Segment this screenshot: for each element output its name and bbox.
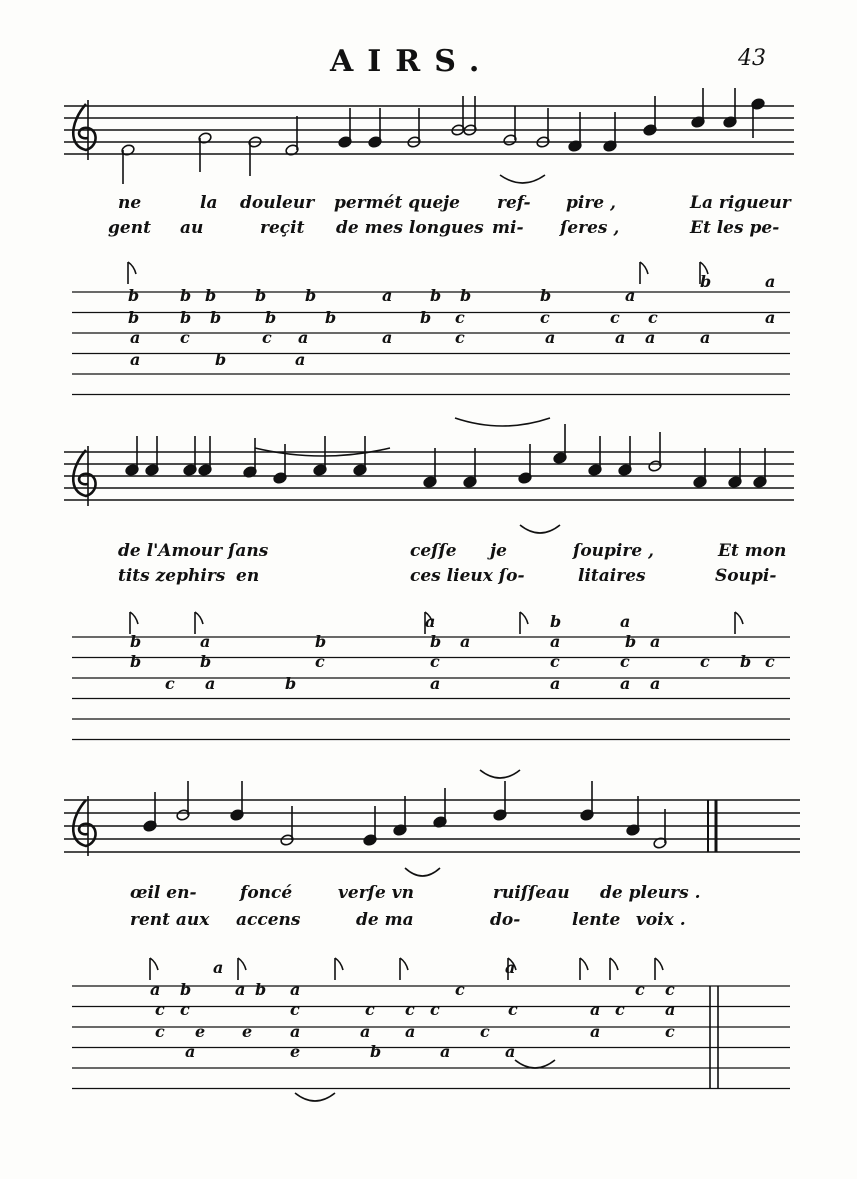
rhythm-flag — [735, 612, 743, 624]
tablature-letter: c — [480, 1022, 490, 1041]
rhythm-flag — [400, 958, 408, 970]
rhythm-flag — [520, 612, 528, 624]
tablature-letter: a — [213, 958, 224, 977]
lyric: Et mon — [718, 541, 787, 561]
tablature-letter: a — [440, 1042, 451, 1061]
treble-clef-icon — [73, 450, 95, 496]
lyric: en — [236, 566, 260, 586]
lyric: pire , — [566, 193, 616, 213]
lyric: litaires — [578, 566, 646, 586]
tablature-letter: c — [610, 308, 620, 327]
tablature-letter: a — [590, 1000, 601, 1019]
tablature-letter: a — [545, 328, 556, 347]
lyric: accens — [236, 910, 301, 930]
lyric: de l'Amour ſans — [118, 541, 269, 561]
tablature-letter: b — [128, 308, 140, 327]
tablature-letter: a — [550, 632, 561, 651]
slur-arc — [455, 418, 550, 426]
tablature-letter: a — [625, 286, 636, 305]
tablature-letter: b — [430, 632, 442, 651]
tablature-letter: c — [430, 652, 440, 671]
lyric: ne — [118, 193, 142, 213]
lyric: permét que — [334, 193, 444, 213]
tablature-letter: b — [420, 308, 432, 327]
lyric: au — [180, 218, 204, 238]
tablature-letter: c — [455, 328, 465, 347]
tablature-letter: c — [620, 652, 630, 671]
tablature-letter: c — [700, 652, 710, 671]
lyric: ruiſſeau — [493, 883, 570, 903]
slur-arc — [515, 1060, 555, 1068]
tablature-letter: a — [505, 958, 516, 977]
lyric: tits zephirs — [118, 566, 226, 586]
lyric: je — [443, 193, 460, 213]
tablature-letter: a — [205, 674, 216, 693]
tablature-letter: a — [360, 1022, 371, 1041]
tablature-letter: a — [382, 286, 393, 305]
tablature-letter: a — [430, 674, 441, 693]
lyric: de ma — [356, 910, 414, 930]
tablature-letter: b — [325, 308, 337, 327]
tablature-letter: a — [130, 350, 141, 369]
tablature-letter: a — [200, 632, 211, 651]
tablature-letter: b — [255, 980, 267, 999]
tablature-letter: b — [128, 286, 140, 305]
tablature-letter: b — [215, 350, 227, 369]
tablature-letter: c — [455, 980, 465, 999]
tablature-letter: b — [255, 286, 267, 305]
tablature-letter: c — [615, 1000, 625, 1019]
tablature-letter: a — [620, 612, 631, 631]
tablature-letter: a — [130, 328, 141, 347]
tablature-letter: c — [550, 652, 560, 671]
tablature-letter: a — [665, 1000, 676, 1019]
rhythm-flag — [335, 958, 343, 970]
tablature-letter: a — [590, 1022, 601, 1041]
lyric: de mes longues — [336, 218, 484, 238]
tablature-letter: a — [765, 272, 776, 291]
lyric: Et les pe- — [690, 218, 780, 238]
lyric: foncé — [240, 883, 293, 903]
tablature-letter: b — [205, 286, 217, 305]
lyric: je — [490, 541, 507, 561]
tablature-letter: c — [508, 1000, 518, 1019]
lyric: voix . — [636, 910, 686, 930]
tablature-letter: a — [382, 328, 393, 347]
lyric: ſeres , — [560, 218, 620, 238]
tablature-letter: a — [550, 674, 561, 693]
tablature-letter: a — [650, 674, 661, 693]
tablature-letter: c — [635, 980, 645, 999]
rhythm-flag — [655, 958, 663, 970]
tablature-letter: a — [645, 328, 656, 347]
tablature-letter: a — [298, 328, 309, 347]
rhythm-flag — [195, 612, 203, 624]
lyric: gent — [108, 218, 151, 238]
tablature-letter: a — [765, 308, 776, 327]
tablature-letter: a — [185, 1042, 196, 1061]
lyric: verſe vn — [338, 883, 414, 903]
rhythm-flag — [610, 958, 618, 970]
lyric: Soupi- — [715, 566, 777, 586]
tablature-letter: a — [295, 350, 306, 369]
lyric: douleur — [240, 193, 315, 213]
tablature-letter: b — [285, 674, 297, 693]
tablature-letter: a — [700, 328, 711, 347]
tablature-letter: a — [615, 328, 626, 347]
tablature-letter: b — [625, 632, 637, 651]
tablature-letter: a — [235, 980, 246, 999]
lyric: lente — [572, 910, 621, 930]
tablature-letter: c — [405, 1000, 415, 1019]
lyric: ceſſe — [410, 541, 457, 561]
tablature-letter: c — [765, 652, 775, 671]
tablature-letter: a — [425, 612, 436, 631]
lyric: mi- — [492, 218, 524, 238]
tablature-letter: b — [305, 286, 317, 305]
slur-arc — [405, 868, 440, 876]
slur-arc — [500, 175, 545, 183]
tablature-letter: b — [200, 652, 212, 671]
tablature-letter: a — [460, 632, 471, 651]
slur-arc — [520, 525, 560, 533]
tablature-letter: c — [430, 1000, 440, 1019]
rhythm-flag — [128, 262, 136, 274]
rhythm-flag — [150, 958, 158, 970]
tablature-letter: a — [150, 980, 161, 999]
tablature-letter: b — [700, 272, 712, 291]
tablature-letter: c — [180, 328, 190, 347]
tablature-letter: c — [455, 308, 465, 327]
tablature-letter: b — [315, 632, 327, 651]
treble-clef-icon — [73, 104, 95, 150]
lyric: do- — [490, 910, 521, 930]
tablature-letter: b — [180, 980, 192, 999]
tablature-letter: b — [210, 308, 222, 327]
lyric: La rigueur — [690, 193, 791, 213]
tablature-letter: c — [665, 1022, 675, 1041]
lyric: ref- — [497, 193, 531, 213]
tablature-letter: b — [130, 652, 142, 671]
tablature-letter: b — [370, 1042, 382, 1061]
tablature-letter: e — [290, 1042, 301, 1061]
tablature-letter: c — [290, 1000, 300, 1019]
tablature-letter: a — [290, 1022, 301, 1041]
tablature-letter: b — [460, 286, 472, 305]
rhythm-flag — [580, 958, 588, 970]
tablature-letter: c — [165, 674, 175, 693]
lyric: la — [200, 193, 218, 213]
tablature-letter: b — [740, 652, 752, 671]
rhythm-flag — [238, 958, 246, 970]
tablature-letter: e — [242, 1022, 253, 1041]
tablature-letter: b — [550, 612, 562, 631]
tablature-letter: b — [130, 632, 142, 651]
tablature-letter: a — [290, 980, 301, 999]
tablature-letter: c — [365, 1000, 375, 1019]
tablature-letter: c — [540, 308, 550, 327]
tablature-letter: b — [430, 286, 442, 305]
tablature-letter: a — [405, 1022, 416, 1041]
tablature-letter: a — [650, 632, 661, 651]
tablature-letter: c — [155, 1000, 165, 1019]
tablature-letter: c — [665, 980, 675, 999]
tablature-letter: c — [648, 308, 658, 327]
tablature-letter: b — [265, 308, 277, 327]
page-title: AIRS. — [330, 44, 494, 79]
tablature-letter: c — [180, 1000, 190, 1019]
tablature-letter: a — [620, 674, 631, 693]
page-number: 43 — [738, 46, 766, 71]
lyric: de pleurs . — [600, 883, 701, 903]
tablature-letter: c — [262, 328, 272, 347]
lyric: reçit — [260, 218, 305, 238]
slur-arc — [295, 1093, 335, 1101]
tablature-letter: b — [540, 286, 552, 305]
tablature-letter: e — [195, 1022, 206, 1041]
lyric: œil en- — [130, 883, 197, 903]
lyric: ſoupire , — [573, 541, 654, 561]
tablature-letter: c — [315, 652, 325, 671]
rhythm-flag — [130, 612, 138, 624]
tablature-letter: b — [180, 308, 192, 327]
tablature-letter: c — [155, 1022, 165, 1041]
tablature-letter: a — [505, 1042, 516, 1061]
lyric: rent aux — [130, 910, 210, 930]
rhythm-flag — [640, 262, 648, 274]
slur-arc — [480, 770, 520, 778]
lyric: ces lieux ſo- — [410, 566, 525, 586]
tablature-letter: b — [180, 286, 192, 305]
